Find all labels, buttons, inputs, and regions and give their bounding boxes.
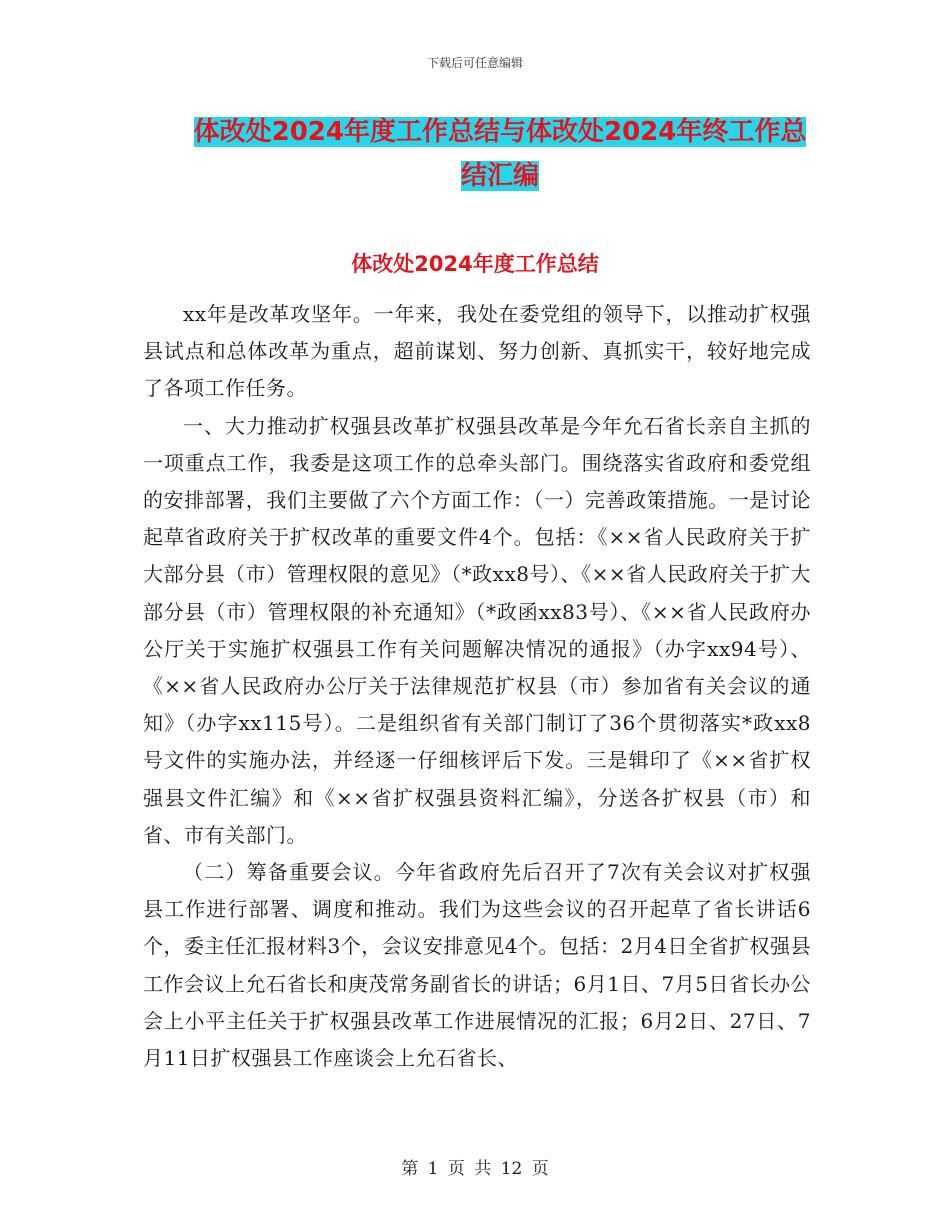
body-text: [143, 296, 811, 1077]
page-footer: 第 1 页 共 12 页: [401, 1159, 549, 1179]
paragraph-intro: xx年是改革攻坚年。一年来，我处在委党组的领导下，以推动扩权强县试点和总体改革为重点，超前谋划、努力创新、真抓实干，较好地完成了各项工作任务。: [143, 302, 811, 401]
paragraph-section-two: （二）筹备重要会议。今年省政府先后召开了7次有关会议对扩权强县工作进行部署、调度和推动。我们为这些会议的召开起草了省长讲话6个，委主任汇报材料3个，会议安排意见4个。包括：2月4日全省扩权强县工作会议上允石省长和庚茂常务副省长的讲话；6月1日、7月5日省长办公会上小平主任关于扩权强县改革工作进展情况的汇报；6月2日、27日、7月11日扩权强县工作座谈会上允石省长、: [143, 860, 811, 1071]
document-title: [140, 110, 860, 198]
section-title: 体改处2024年度工作总结: [351, 252, 599, 276]
document-title-line-2: 结汇编: [460, 161, 539, 191]
header-note: 下载后可任意编辑: [426, 56, 523, 70]
document-title-line-1: 体改处2024年度工作总结与体改处2024年终工作总: [193, 117, 807, 147]
paragraph-section-one: 一、大力推动扩权强县改革扩权强县改革是今年允石省长亲自主抓的一项重点工作，我委是这项工作的总牵头部门。围绕落实省政府和委党组的安排部署，我们主要做了六个方面工作：（一）完善政策措施。一是讨论起草省政府关于扩权改革的重要文件4个。包括：《××省人民政府关于扩大部分县（市）管理权限的意见》（*政xx8号）、《××省人民政府关于扩大部分县（市）管理权限的补充通知》（*政函xx83号）、《××省人民政府办公厅关于实施扩权强县工作有关问题解决情况的通报》（办字xx94号）、《××省人民政府办公厅关于法律规范扩权县（市）参加省有关会议的通知》（办字xx115号）。二是组织省有关部门制订了36个贯彻落实*政xx8号文件的实施办法，并经逐一仔细核评后下发。三是辑印了《××省扩权强县文件汇编》和《××省扩权强县资料汇编》，分送各扩权县（市）和省、市有关部门。: [143, 413, 811, 847]
